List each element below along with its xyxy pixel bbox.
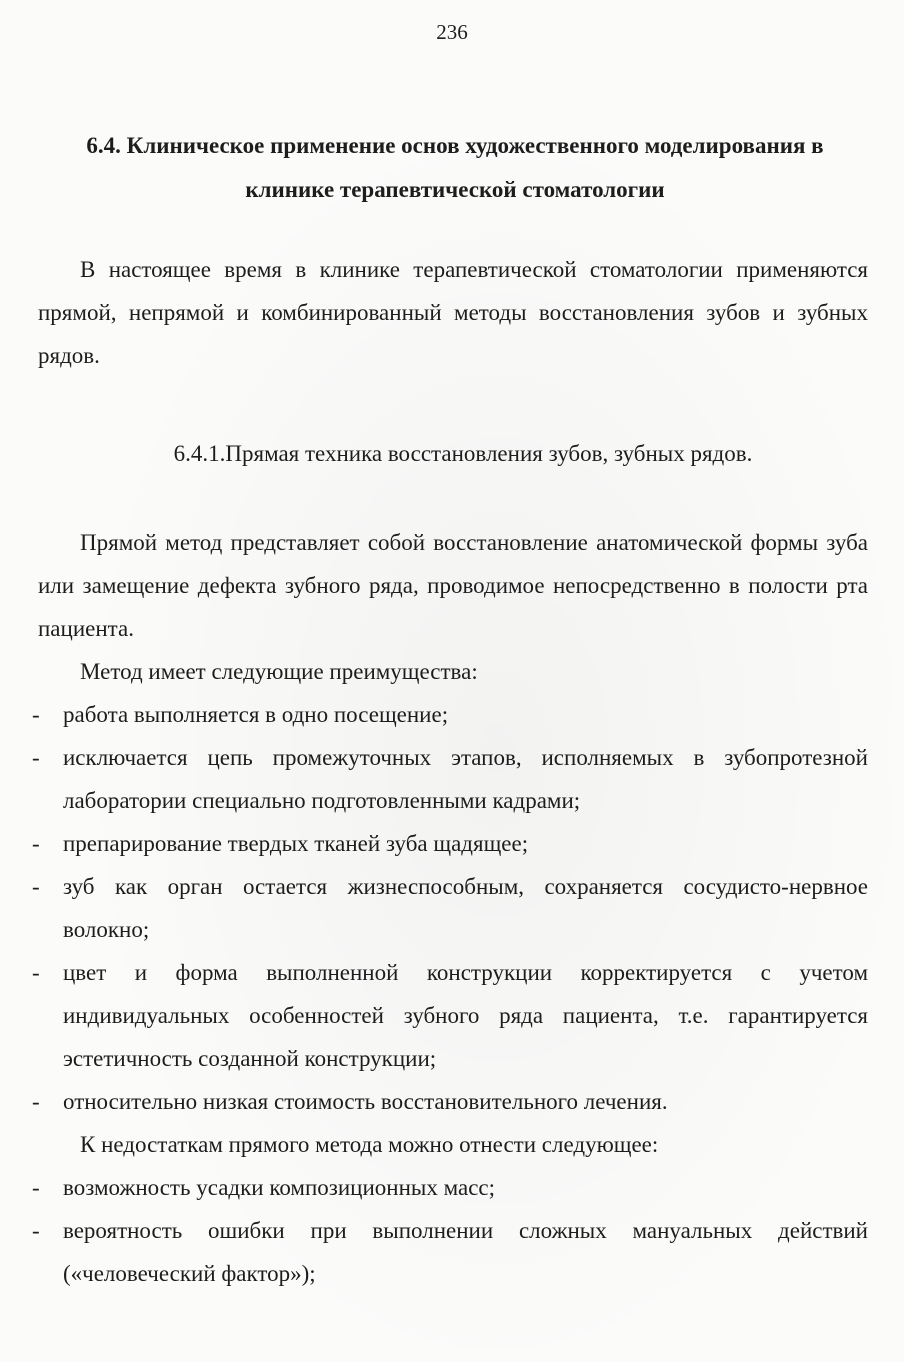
list-item-text: цвет и форма выполненной конструкции корректируется с учетом индивидуальных особенностей зубного ряда пациента, т.е. гарантируется эстетичность созданной конструкции; [63,960,868,1071]
disadvantages-intro: К недостаткам прямого метода можно отнести следующее: [80,1132,659,1157]
list-marker: - [32,960,40,985]
list-item-text: относительно низкая стоимость восстановительного лечения. [63,1089,668,1114]
page-number: 236 [436,20,468,44]
list-item [32,822,868,865]
section-heading: 6.4. Клиническое применение основ художественного моделирования в клинике терапевтической стоматологии [86,133,824,202]
list-marker: - [32,702,40,727]
list-item [32,693,868,736]
list-marker: - [32,745,40,770]
list-marker: - [32,1218,40,1243]
list-marker: - [32,1175,40,1200]
intro-paragraph: В настоящее время в клинике терапевтической стоматологии применяются прямой, непрямой и комбинированный методы восстановления зубов и зубных рядов. [38,257,868,368]
list-item [32,1166,868,1209]
list-item-text: препарирование твердых тканей зуба щадящее; [63,831,529,856]
disadvantages-list [32,1166,868,1295]
list-item [32,1209,868,1295]
list-marker: - [32,874,40,899]
page-body [32,248,868,1295]
list-item [32,865,868,951]
subsection-heading: 6.4.1.Прямая техника восстановления зубов, зубных рядов. [173,441,753,466]
advantages-intro: Метод имеет следующие преимущества: [80,659,478,684]
list-item [32,951,868,1080]
list-item [32,736,868,822]
list-marker: - [32,831,40,856]
direct-method-paragraph: Прямой метод представляет собой восстановление анатомической формы зуба или замещение дефекта зубного ряда, проводимое непосредственно в полости рта пациента. [38,530,868,641]
list-item [32,1080,868,1123]
list-item-text: возможность усадки композиционных масс; [63,1175,496,1200]
list-item-text: зуб как орган остается жизнеспособным, сохраняется сосудисто-нервное волокно; [63,874,868,942]
list-marker: - [32,1089,40,1114]
list-item-text: работа выполняется в одно посещение; [63,702,449,727]
list-item-text: вероятность ошибки при выполнении сложных мануальных действий («человеческий фактор»); [63,1218,868,1286]
advantages-list [32,693,868,1123]
list-item-text: исключается цепь промежуточных этапов, исполняемых в зубопротезной лаборатории специально подготовленными кадрами; [63,745,868,813]
